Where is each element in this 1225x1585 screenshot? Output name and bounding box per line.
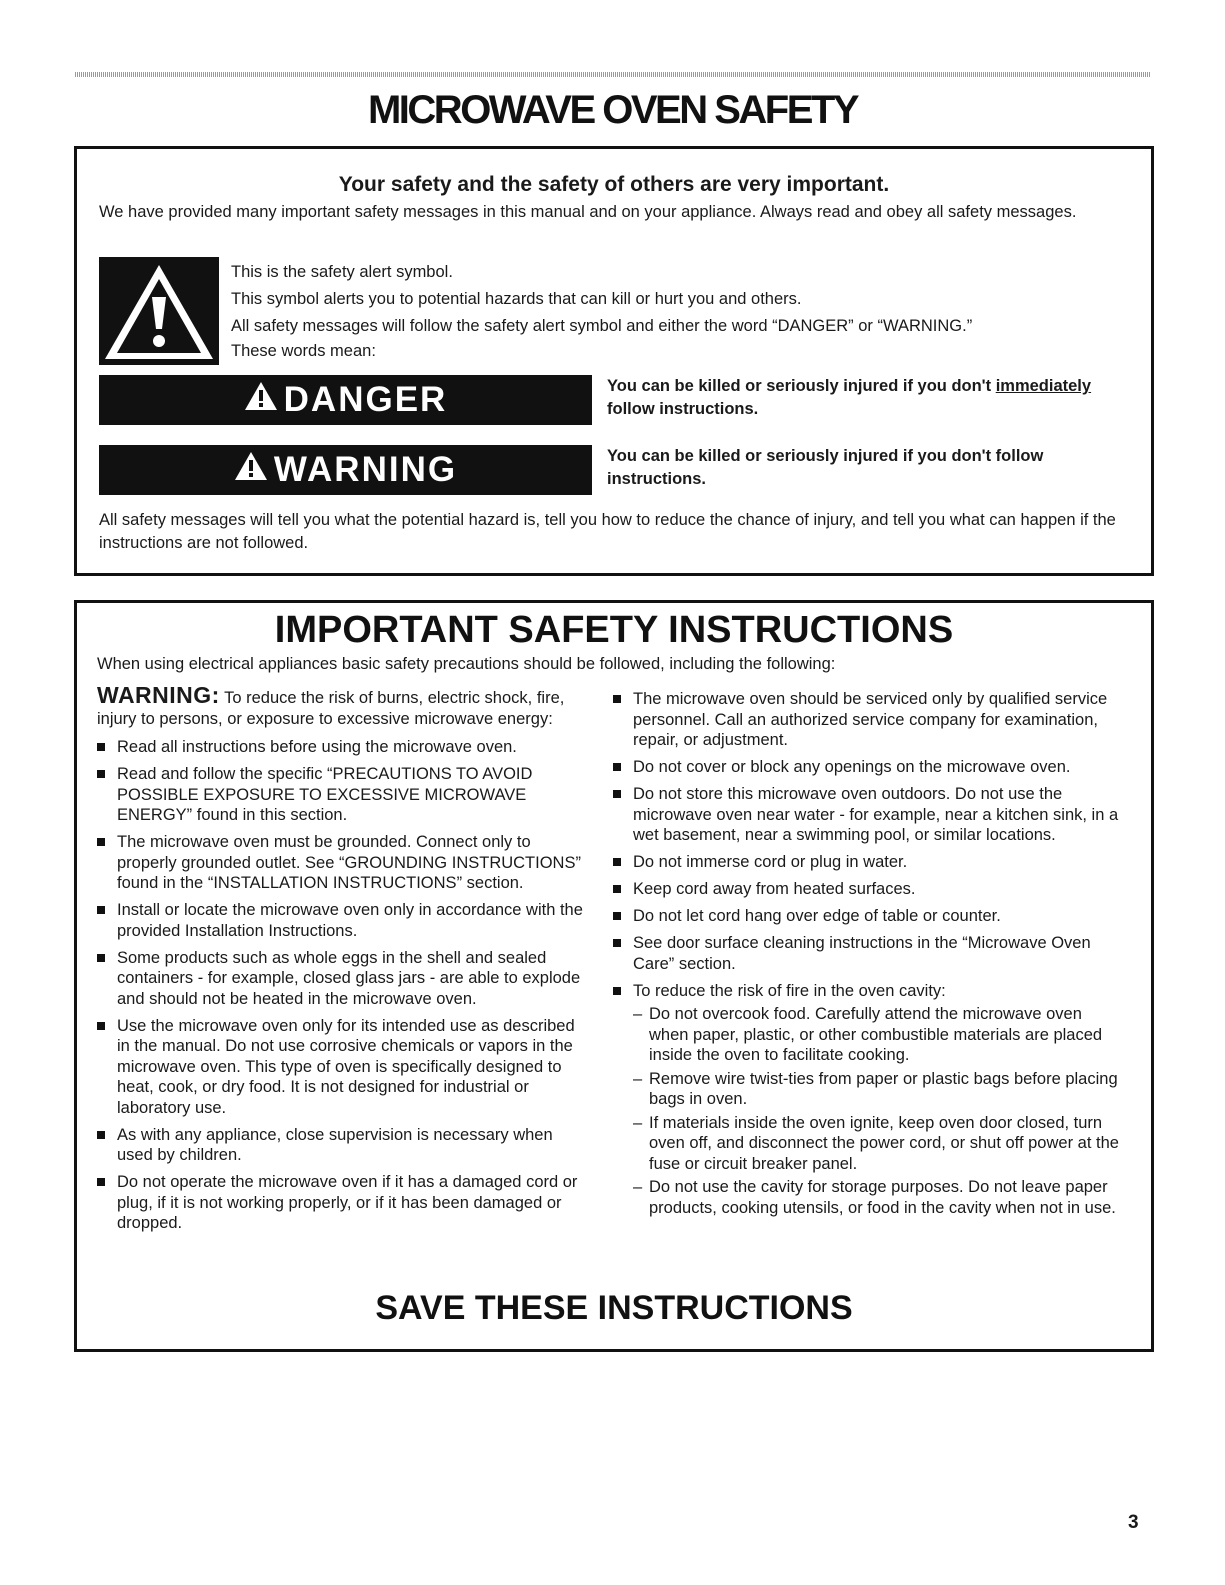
list-item: Some products such as whole eggs in the shell and sealed containers - for example, closed glass jars - are able to explode and should not be heated in the microwave oven. [97, 948, 587, 1010]
instructions-heading: IMPORTANT SAFETY INSTRUCTIONS [274, 609, 954, 651]
safety-message-box [74, 146, 1154, 576]
list-item: Do not cover or block any openings on the microwave oven. [613, 757, 1123, 778]
warning-lead-label: WARNING: [97, 682, 220, 708]
danger-text-underlined: immediately [995, 377, 1092, 395]
page-number: 3 [1128, 1512, 1139, 1533]
danger-description [607, 375, 1137, 421]
warning-triangle-icon [234, 450, 268, 490]
safety-footer: All safety messages will tell you what the potential hazard is, tell you how to reduce the chance of injury, and tell you what can happen if the instructions are not followed. [99, 511, 1116, 552]
warning-lead [97, 682, 587, 729]
symbol-line: All safety messages will follow the safety alert symbol and either the word “DANGER” or “WARNING.” [231, 317, 973, 335]
list-item: Do not operate the microwave oven if it has a damaged cord or plug, if it is not working properly, or if it has been damaged or dropped. [97, 1172, 587, 1234]
instructions-intro: When using electrical appliances basic safety precautions should be followed, including the following: [97, 655, 836, 673]
list-item: The microwave oven must be grounded. Connect only to properly grounded outlet. See “GROUNDING INSTRUCTIONS” found in the “INSTALLATION INSTRUCTIONS” section. [97, 832, 587, 894]
right-instruction-list [613, 689, 1123, 1218]
list-item: As with any appliance, close supervision is necessary when used by children. [97, 1125, 587, 1166]
fire-subitem-list [633, 1004, 1123, 1218]
instructions-box [74, 600, 1154, 1352]
list-item: Do not store this microwave oven outdoors. Do not use the microwave oven near water - for example, near a kitchen sink, in a wet basement, near a swimming pool, or similar locations. [613, 784, 1123, 846]
list-item: See door surface cleaning instructions in the “Microwave Oven Care” section. [613, 933, 1123, 974]
symbol-explanation [231, 259, 972, 362]
symbol-line: This symbol alerts you to potential hazards that can kill or hurt you and others. [231, 290, 802, 308]
symbol-line: These words mean: [231, 342, 376, 360]
list-item: Install or locate the microwave oven only in accordance with the provided Installation Instructions. [97, 900, 587, 941]
danger-text-after: follow instructions. [607, 400, 759, 418]
fire-item-text: To reduce the risk of fire in the oven cavity: [633, 981, 946, 1000]
list-item: Do not let cord hang over edge of table or counter. [613, 906, 1123, 927]
list-item: Do not immerse cord or plug in water. [613, 852, 1123, 873]
warning-description: You can be killed or seriously injured if you don't follow instructions. [607, 447, 1044, 488]
safety-intro: We have provided many important safety messages in this manual and on your appliance. Always read and obey all safety messages. [99, 203, 1077, 221]
right-column [613, 689, 1123, 1225]
list-item: The microwave oven should be serviced only by qualified service personnel. Call an authorized service company for examination, repair, or adjustment. [613, 689, 1123, 751]
left-column [97, 682, 587, 1240]
save-instructions-footer: SAVE THESE INSTRUCTIONS [375, 1289, 853, 1327]
danger-signal-bar [99, 375, 592, 425]
list-item: Keep cord away from heated surfaces. [613, 879, 1123, 900]
danger-text-before: You can be killed or seriously injured if you don't [607, 377, 996, 395]
sub-list-item: – If materials inside the oven ignite, keep oven door closed, turn oven off, and disconnect the power cord, or shut off power at the fuse or circuit breaker panel. [633, 1113, 1123, 1175]
page-title: MICROWAVE OVEN SAFETY [367, 88, 858, 132]
left-instruction-list [97, 737, 587, 1234]
warning-signal-bar [99, 445, 592, 495]
list-item: Read and follow the specific “PRECAUTIONS TO AVOID POSSIBLE EXPOSURE TO EXCESSIVE MICROWAVE ENERGY” found in this section. [97, 764, 587, 826]
top-rule [75, 72, 1150, 77]
warning-label: WARNING [273, 450, 458, 489]
warning-lead-text: To reduce the risk of burns, electric shock, fire, injury to persons, or exposure to excessive microwave energy: [97, 689, 565, 728]
safety-alert-symbol-icon [99, 257, 219, 365]
warning-triangle-icon [244, 380, 278, 420]
sub-list-item: – Do not use the cavity for storage purposes. Do not leave paper products, cooking utensils, or food in the cavity when not in use. [633, 1177, 1123, 1218]
symbol-line: This is the safety alert symbol. [231, 263, 453, 281]
sub-list-item: – Do not overcook food. Carefully attend the microwave oven when paper, plastic, or other combustible materials are placed inside the oven to facilitate cooking. [633, 1004, 1123, 1066]
safety-heading: Your safety and the safety of others are very important. [338, 173, 890, 196]
danger-label: DANGER [283, 380, 448, 419]
list-item: Use the microwave oven only for its intended use as described in the manual. Do not use corrosive chemicals or vapors in the microwave oven. This type of oven is specifically designed to heat, cook, or dry food. It is not designed for industrial or laboratory use. [97, 1016, 587, 1119]
list-item-fire [613, 981, 1123, 1219]
list-item: Read all instructions before using the microwave oven. [97, 737, 587, 758]
sub-list-item: – Remove wire twist-ties from paper or plastic bags before placing bags in oven. [633, 1069, 1123, 1110]
